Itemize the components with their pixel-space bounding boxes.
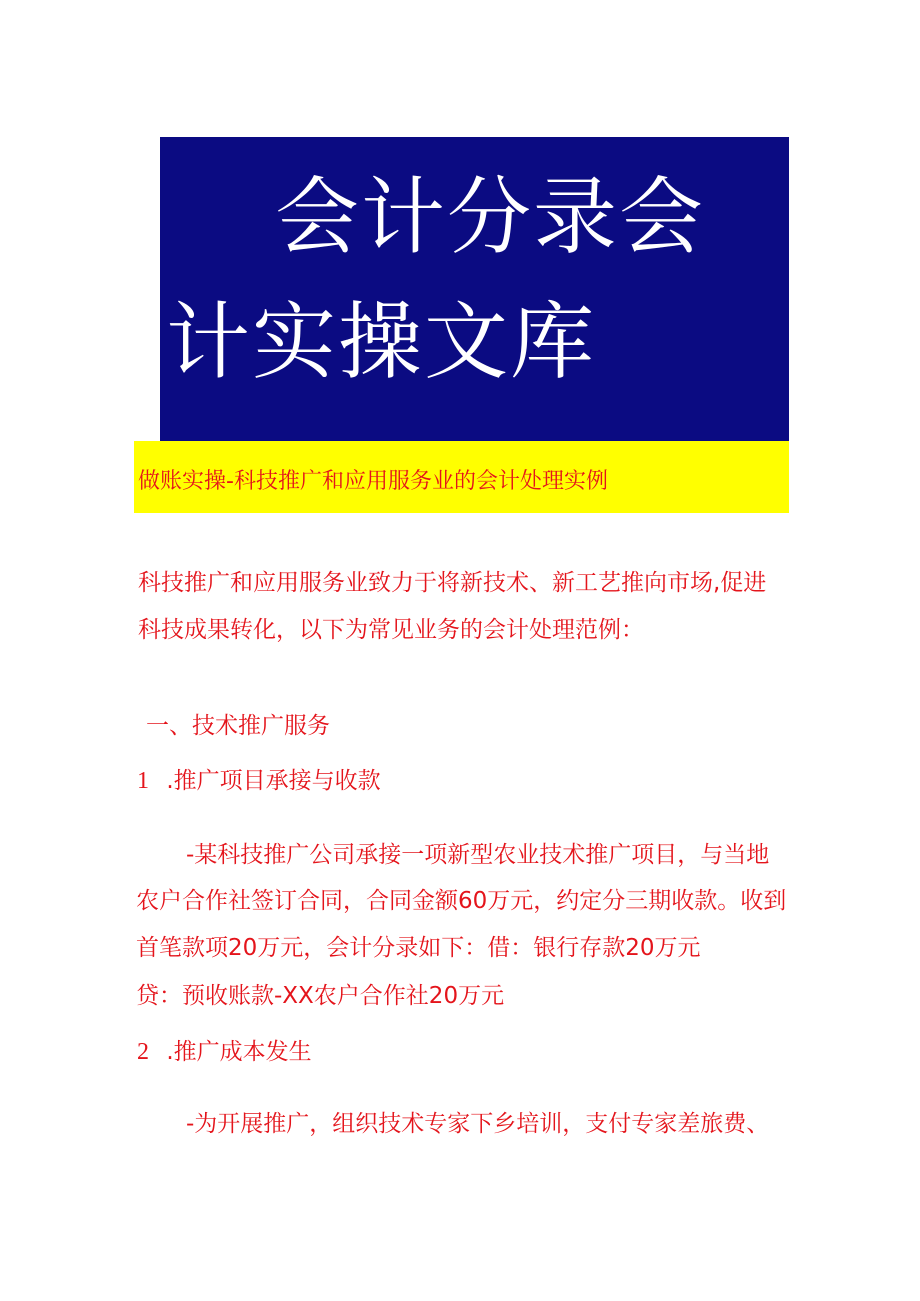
item-1-title: .推广项目承接与收款 <box>166 768 381 794</box>
item-1-number: 1 <box>137 768 149 794</box>
document-subtitle: 做账实操-科技推广和应用服务业的会计处理实例 <box>138 469 608 494</box>
banner-title-line-2: 计实操文库 <box>166 293 597 391</box>
item-2-heading <box>137 1040 312 1064</box>
item-1-line-2: 农户合作社签订合同，合同金额60万元，约定分三期收款。收到 <box>136 888 787 914</box>
item-1-heading <box>137 769 381 793</box>
item-2-number: 2 <box>137 1039 149 1065</box>
banner-title-line-1: 会计分录会 <box>275 168 706 266</box>
title-banner <box>160 137 789 441</box>
item-2-title: .推广成本发生 <box>166 1039 312 1065</box>
item-1-line-3: 首笔款项20万元，会计分录如下：借：银行存款20万元 <box>136 935 701 961</box>
intro-line-2: 科技成果转化，以下为常见业务的会计处理范例： <box>138 617 644 643</box>
item-1-line-1: -某科技推广公司承接一项新型农业技术推广项目，与当地 <box>186 842 770 868</box>
section-heading: 一、技术推广服务 <box>146 713 330 739</box>
item-2-line-1: -为开展推广，组织技术专家下乡培训，支付专家差旅费、 <box>186 1111 770 1137</box>
subtitle-highlight <box>134 441 789 513</box>
intro-line-1: 科技推广和应用服务业致力于将新技术、新工艺推向市场,促进 <box>138 570 767 596</box>
item-1-line-4: 贷：预收账款-XX农户合作社20万元 <box>136 983 505 1009</box>
